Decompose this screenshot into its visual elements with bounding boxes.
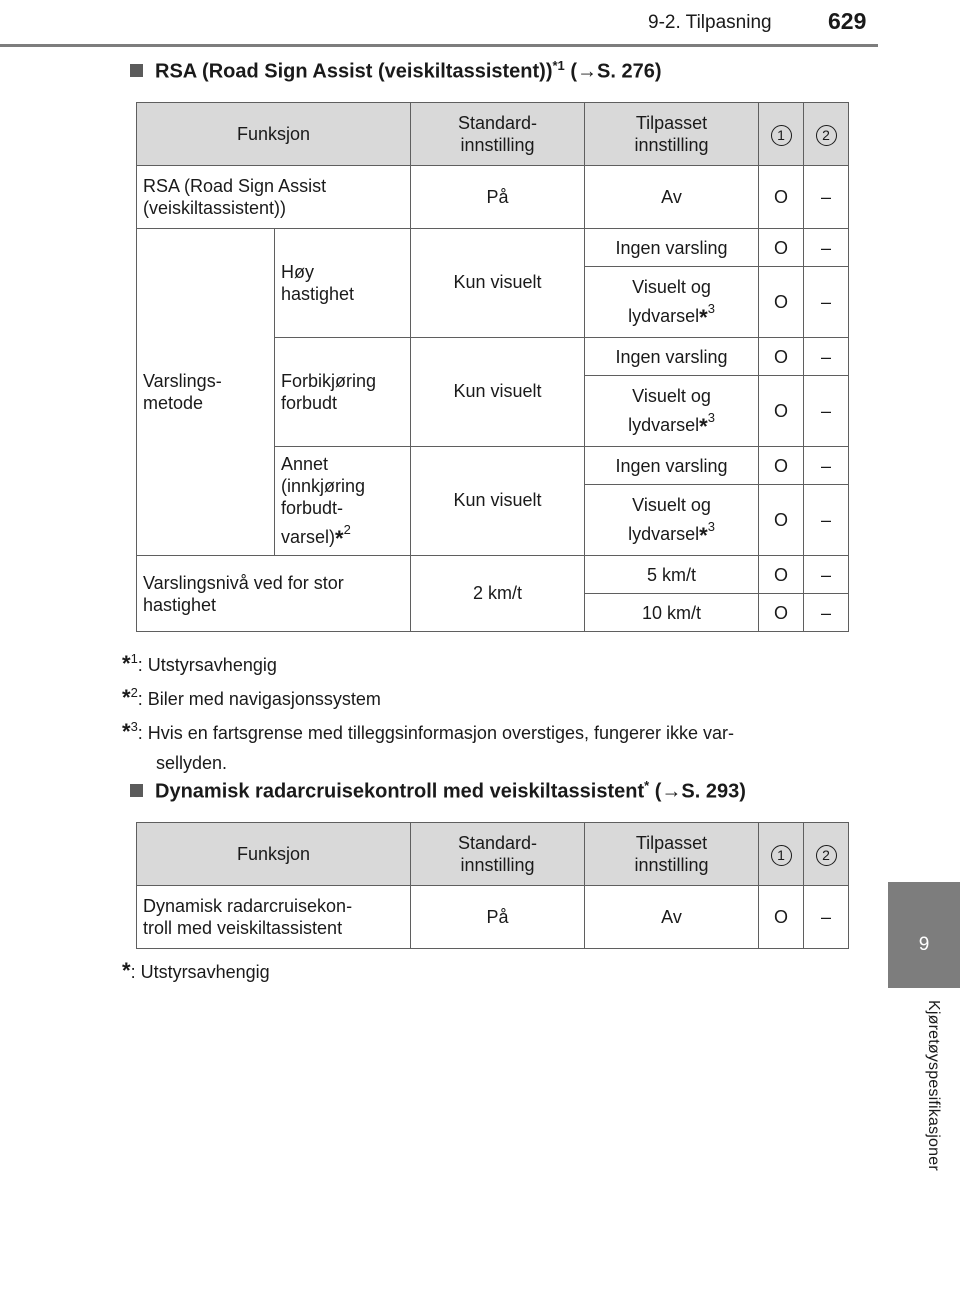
section-heading-radar-cruise: Dynamisk radarcruisekontroll med veiskiltassistent* (→S. 293) (130, 778, 746, 804)
footnote-2: *$^2$: Biler med navigasjonssystem (122, 685, 381, 710)
table-row: RSA (Road Sign Assist (veiskiltassistent)) På Av O – (137, 166, 849, 229)
header-default: Standard- innstilling (411, 103, 585, 166)
header-col1: 1 (759, 103, 804, 166)
header-function: Funksjon (137, 823, 411, 886)
section-heading-rsa: RSA (Road Sign Assist (veiskiltassistent))$^{*1}$ (→S. 276) (130, 58, 662, 84)
page-number: 629 (828, 8, 867, 34)
header-custom: Tilpasset innstilling (585, 823, 759, 886)
rsa-settings-table (136, 102, 849, 632)
header-col2: 2 (804, 823, 849, 886)
table-row: Visuelt og lydvarsel*$^3$ O – (137, 376, 849, 447)
footnote-1: *$^1$: Utstyrsavhengig (122, 651, 277, 676)
header-col2: 2 (804, 103, 849, 166)
header-function: Funksjon (137, 103, 411, 166)
footnote-3: *$^3$: Hvis en fartsgrense med tilleggsinformasjon overstiges, fungerer ikke var- sellyden. (122, 719, 735, 773)
header-custom: Tilpasset innstilling (585, 103, 759, 166)
table-row: 10 km/t O – (137, 594, 849, 632)
table-row: Dynamisk radarcruisekon- troll med veiskiltassistent På Av O – (137, 886, 849, 949)
table-row: Varslings- metode Høy hastighet Kun visuelt Ingen varsling O – (137, 229, 849, 267)
header-rule (0, 44, 878, 47)
footnote-equipment: *: Utstyrsavhengig (122, 958, 270, 983)
square-bullet-icon (130, 64, 143, 77)
warning-method-label: Varslings- metode (137, 229, 275, 556)
radar-cruise-settings-table (136, 822, 849, 949)
chapter-number: 9 (918, 934, 930, 955)
header-default: Standard- innstilling (411, 823, 585, 886)
square-bullet-icon (130, 784, 143, 797)
table-row: Annet (innkjøring forbudt- varsel)*$^2$ Kun visuelt Ingen varsling O – (137, 447, 849, 485)
table-row: Visuelt og lydvarsel*$^3$ O – (137, 485, 849, 556)
table-row: Forbikjøring forbudt Kun visuelt Ingen varsling O – (137, 338, 849, 376)
table-row: Varslingsnivå ved for stor hastighet 2 km/t 5 km/t O – (137, 556, 849, 594)
header-col1: 1 (759, 823, 804, 886)
header-section: 9-2. Tilpasning (648, 12, 772, 33)
table-row: Visuelt og lydvarsel*$^3$ O – (137, 267, 849, 338)
chapter-label: Kjøretøyspesifikasjoner (925, 1000, 942, 1171)
